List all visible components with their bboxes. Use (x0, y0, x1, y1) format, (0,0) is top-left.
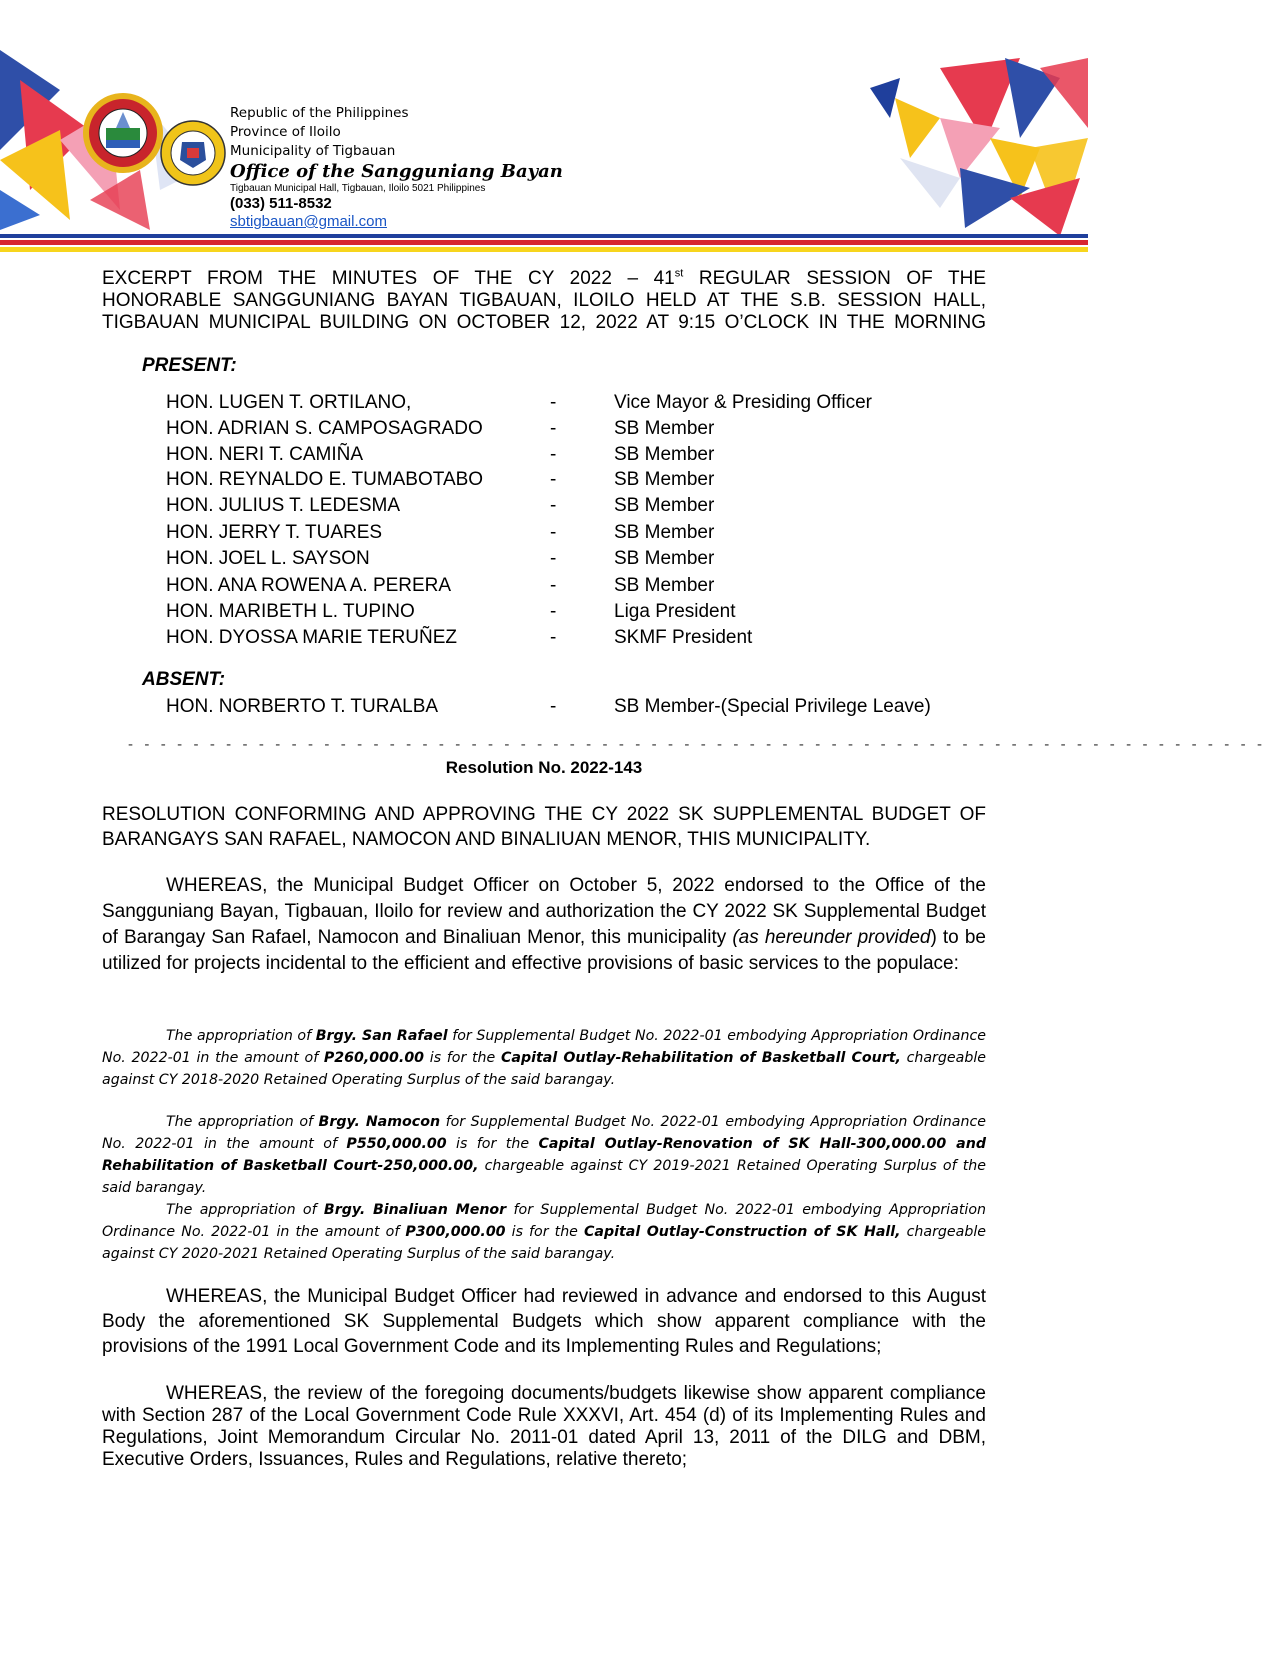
office-phone: (033) 511-8532 (230, 195, 332, 212)
letterhead (230, 104, 650, 231)
office-address: Tigbauan Municipal Hall, Tigbauan, Iloilo 5021 Philippines (230, 183, 486, 194)
attendee-row: HON. ANA ROWENA A. PERERA - SB Member (166, 575, 715, 596)
republic-line: Republic of the Philippines (230, 105, 409, 121)
attendee-row: HON. ADRIAN S. CAMPOSAGRADO - SB Member (166, 418, 715, 439)
minutes-title (102, 268, 986, 334)
absent-row: HON. NORBERTO T. TURALBA - SB Member-(Special Privilege Leave) (166, 696, 931, 717)
whereas-paragraph-3: WHEREAS, the review of the foregoing documents/budgets likewise show apparent compliance with Section 287 of the Local Government Code Rule XXXVI, Art. 454 (d) of its Implementing Rules and Regulations, Joint Memorandum Circular No. 2011-01 dated April 13, 2011 of the DILG and DBM, Executive Orders, Issuances, Rules and Regulations, relative thereto; (102, 1383, 986, 1470)
header-stripes (0, 234, 1088, 256)
whereas-paragraph-1: WHEREAS, the Municipal Budget Officer on October 5, 2022 endorsed to the Office of the Sangguniang Bayan, Tigbauan, Iloilo for review and authorization the CY 2022 SK Supplemental Budget of Barangay San Rafael, Namocon and Binaliuan Menor, this municipality (as hereunder provided) to be utilized for projects incidental to the efficient and effective provisions of basic services to the populace: (102, 875, 986, 974)
separator-line: - - - - - - - - - - - - - - - - - - - - - - - - - - - - - - - - - - - - - - - - - - - - - - - - - - - - - - - - - - - - - - - - - - - - - - (128, 736, 1266, 753)
appropriation-namocon: The appropriation of Brgy. Namocon for Supplemental Budget No. 2022-01 embodying Appropriation Ordinance No. 2022-01 in the amount of P550,000.00 is for the Capital Outlay-Renovation of SK Hall-300,000.00 and Rehabilitation of Basketball Court-250,000.00, chargeable against CY 2019-2021 Retained Operating Surplus of the said barangay. (102, 1114, 986, 1196)
province-line: Province of Iloilo (230, 124, 341, 140)
absent-label: ABSENT: (142, 669, 226, 690)
title-line-1: EXCERPT FROM THE MINUTES OF THE CY 2022 – 41st REGULAR SESSION OF THE (102, 267, 986, 289)
stripe-yellow (0, 247, 1088, 252)
present-label: PRESENT: (142, 355, 237, 376)
office-email-link[interactable]: sbtigbauan@gmail.com (230, 213, 387, 230)
attendee-row: HON. JOEL L. SAYSON - SB Member (166, 548, 715, 569)
attendee-row: HON. REYNALDO E. TUMABOTABO - SB Member (166, 469, 715, 490)
office-name: Office of the Sangguniang Bayan (230, 161, 563, 182)
municipality-line: Municipality of Tigbauan (230, 143, 396, 159)
appropriation-binaliuan-menor: The appropriation of Brgy. Binaliuan Menor for Supplemental Budget No. 2022-01 embodying Appropriation Ordinance No. 2022-01 in the amount of P300,000.00 is for the Capital Outlay-Construction of SK Hall, chargeable against CY 2020-2021 Retained Operating Surplus of the said barangay. (102, 1202, 987, 1262)
municipal-seal-icon (82, 92, 164, 174)
attendee-row: HON. NERI T. CAMIÑA - SB Member (166, 444, 715, 465)
attendee-row: HON. JULIUS T. LEDESMA - SB Member (166, 495, 715, 516)
attendee-row: HON. JERRY T. TUARES - SB Member (166, 522, 715, 543)
whereas-paragraph-2: WHEREAS, the Municipal Budget Officer had reviewed in advance and endorsed to this August Body the aforementioned SK Supplemental Budgets which show apparent compliance with the provisions of the 1991 Local Government Code and its Implementing Rules and Regulations; (102, 1286, 986, 1357)
resolution-title: RESOLUTION CONFORMING AND APPROVING THE CY 2022 SK SUPPLEMENTAL BUDGET OF BARANGAYS SAN RAFAEL, NAMOCON AND BINALIUAN MENOR, THIS MUNICIPALITY. (102, 804, 986, 850)
attendee-row: HON. LUGEN T. ORTILANO, - Vice Mayor & Presiding Officer (166, 392, 873, 413)
header-right-decoration (790, 58, 1088, 236)
title-line-3: TIGBAUAN MUNICIPAL BUILDING ON OCTOBER 12, 2022 AT 9:15 O’CLOCK IN THE MORNING (102, 312, 986, 333)
title-line-2: HONORABLE SANGGUNIANG BAYAN TIGBAUAN, ILOILO HELD AT THE S.B. SESSION HALL, (102, 290, 986, 311)
resolution-number: Resolution No. 2022-143 (445, 758, 643, 777)
attendee-row: HON. DYOSSA MARIE TERUÑEZ - SKMF President (166, 627, 753, 648)
attendee-row: HON. MARIBETH L. TUPINO - Liga President (166, 601, 736, 622)
sangguniang-bayan-seal-icon (160, 120, 226, 186)
appropriation-san-rafael: The appropriation of Brgy. San Rafael for Supplemental Budget No. 2022-01 embodying Appropriation Ordinance No. 2022-01 in the amount of P260,000.00 is for the Capital Outlay-Rehabilitation of Basketball Court, chargeable against CY 2018-2020 Retained Operating Surplus of the said barangay. (102, 1028, 986, 1088)
